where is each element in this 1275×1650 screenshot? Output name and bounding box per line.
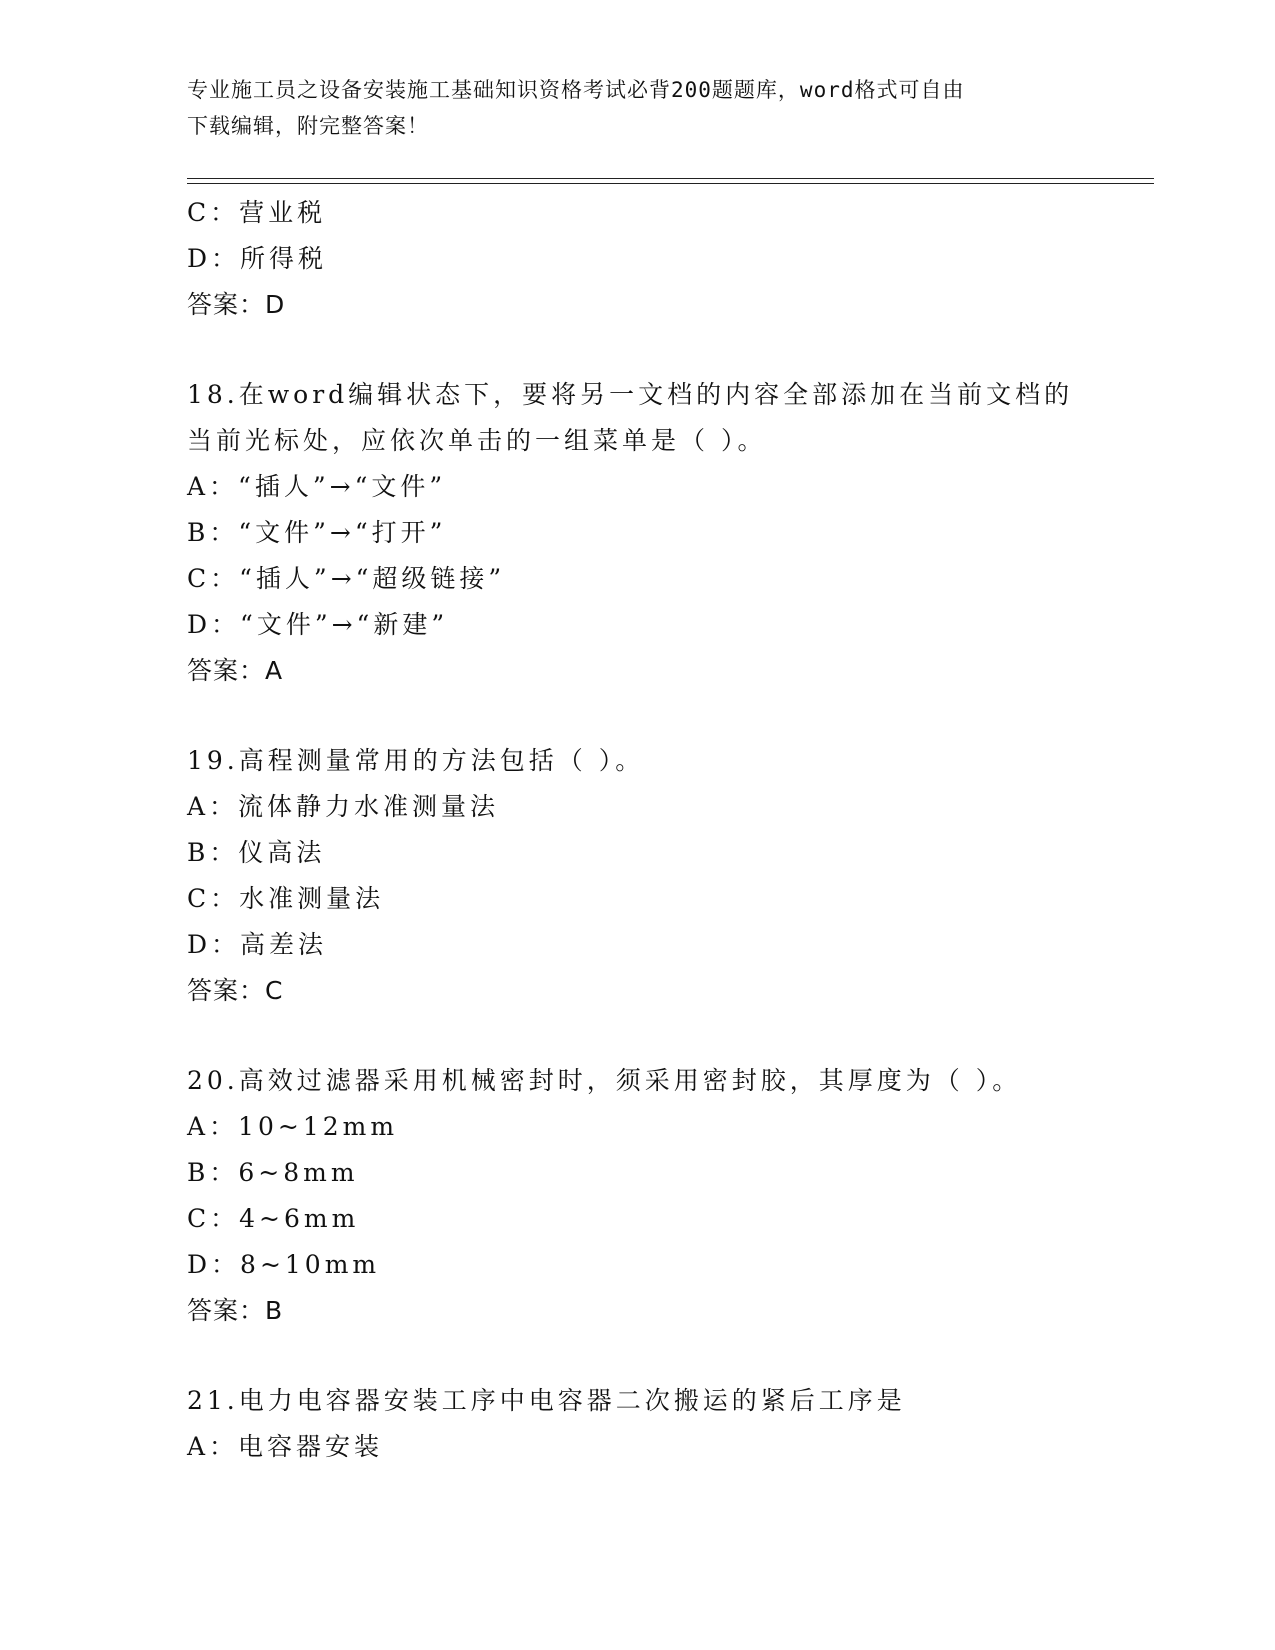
answer-line: 答案：B bbox=[187, 1296, 284, 1325]
option-a: A：流体静力水准测量法 bbox=[187, 792, 500, 821]
option-b: B：6~8mm bbox=[187, 1158, 359, 1187]
document-header bbox=[187, 72, 1067, 144]
question-20 bbox=[187, 1058, 1147, 1334]
option-d: D：8~10mm bbox=[187, 1250, 381, 1279]
question-19 bbox=[187, 738, 1147, 1014]
question-text: 20.高效过滤器采用机械密封时，须采用密封胶，其厚度为（ ）。 bbox=[187, 1066, 1022, 1095]
option-c: C：“插人”→“超级链接” bbox=[187, 564, 506, 593]
header-divider-top bbox=[187, 178, 1154, 179]
question-18 bbox=[187, 372, 1147, 694]
answer-line: 答案：C bbox=[187, 976, 284, 1005]
question-text-line-1: 18.在word编辑状态下，要将另一文档的内容全部添加在当前文档的 bbox=[187, 380, 1074, 409]
header-line-2: 下载编辑，附完整答案！ bbox=[187, 114, 429, 138]
question-text: 19.高程测量常用的方法包括（ ）。 bbox=[187, 746, 645, 775]
option-b: B：“文件”→“打开” bbox=[187, 518, 447, 547]
option-a: A：“插人”→“文件” bbox=[187, 472, 447, 501]
option-c: C：水准测量法 bbox=[187, 884, 385, 913]
question-17-continuation bbox=[187, 190, 1147, 328]
answer-line: 答案：A bbox=[187, 656, 284, 685]
header-divider-bottom bbox=[187, 183, 1154, 184]
question-text-line-2: 当前光标处，应依次单击的一组菜单是（ ）。 bbox=[187, 426, 767, 455]
option-c: C：4~6mm bbox=[187, 1204, 360, 1233]
option-d: D：所得税 bbox=[187, 244, 328, 273]
document-body bbox=[187, 190, 1147, 1470]
answer-line: 答案：D bbox=[187, 290, 286, 319]
option-c: C：营业税 bbox=[187, 198, 327, 227]
option-a: A：10~12mm bbox=[187, 1112, 399, 1141]
option-a: A：电容器安装 bbox=[187, 1432, 384, 1461]
option-d: D：“文件”→“新建” bbox=[187, 610, 449, 639]
option-b: B：仪高法 bbox=[187, 838, 326, 867]
question-text: 21.电力电容器安装工序中电容器二次搬运的紧后工序是 bbox=[187, 1386, 906, 1415]
question-21 bbox=[187, 1378, 1147, 1470]
option-d: D：高差法 bbox=[187, 930, 328, 959]
header-line-1: 专业施工员之设备安装施工基础知识资格考试必背200题题库，word格式可自由 bbox=[187, 78, 965, 102]
